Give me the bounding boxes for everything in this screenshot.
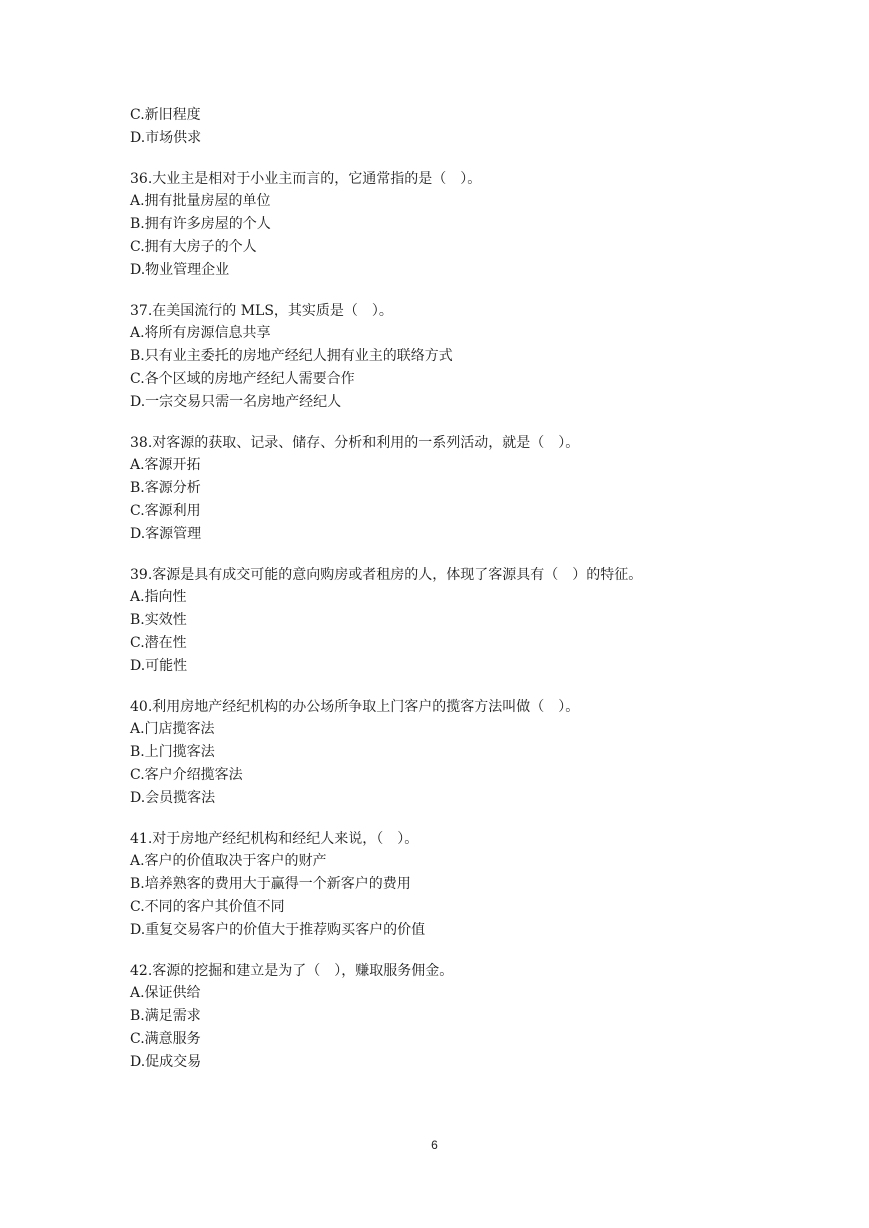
option: C.满意服务 — [130, 1030, 201, 1047]
question-40 — [130, 696, 750, 810]
option: B.上门揽客法 — [130, 744, 215, 761]
question-36 — [130, 168, 750, 282]
option: A.保证供给 — [130, 985, 201, 1002]
option: A.拥有批量房屋的单位 — [130, 193, 271, 210]
question-37 — [130, 300, 750, 414]
question-stem: 39.客源是具有成交可能的意向购房或者租房的人，体现了客源具有（ ）的特征。 — [130, 566, 643, 583]
option: B.只有业主委托的房地产经纪人拥有业主的联络方式 — [130, 348, 453, 365]
option: A.客源开拓 — [130, 457, 201, 474]
question-42 — [130, 960, 750, 1074]
document-body — [130, 104, 750, 1073]
option: A.门店揽客法 — [130, 721, 215, 738]
option: D.市场供求 — [130, 129, 202, 146]
question-stem: 36.大业主是相对于小业主而言的，它通常指的是（ ）。 — [130, 170, 482, 187]
option: A.将所有房源信息共享 — [130, 325, 271, 342]
option: C.客源利用 — [130, 502, 201, 519]
option: D.促成交易 — [130, 1053, 202, 1070]
question-stem: 40.利用房地产经纪机构的办公场所争取上门客户的揽客方法叫做（ ）。 — [130, 698, 580, 715]
continuation-block — [130, 104, 750, 150]
option: C.潜在性 — [130, 634, 187, 651]
option: B.培养熟客的费用大于赢得一个新客户的费用 — [130, 876, 411, 893]
option: A.指向性 — [130, 589, 187, 606]
option: C.新旧程度 — [130, 107, 201, 123]
option: B.满足需求 — [130, 1008, 201, 1025]
question-stem: 37.在美国流行的 MLS，其实质是（ ）。 — [130, 302, 393, 319]
option: B.实效性 — [130, 612, 187, 629]
question-41 — [130, 828, 750, 942]
question-stem: 38.对客源的获取、记录、储存、分析和利用的一系列活动，就是（ ）。 — [130, 434, 580, 451]
option: D.会员揽客法 — [130, 789, 216, 806]
option: D.客源管理 — [130, 525, 202, 542]
option: D.重复交易客户的价值大于推荐购买客户的价值 — [130, 921, 426, 938]
question-stem: 42.客源的挖掘和建立是为了（ ），赚取服务佣金。 — [130, 962, 454, 979]
option: C.不同的客户其价值不同 — [130, 898, 285, 915]
option: B.客源分析 — [130, 480, 201, 497]
option: C.各个区域的房地产经纪人需要合作 — [130, 370, 355, 387]
option: C.拥有大房子的个人 — [130, 238, 257, 255]
option: A.客户的价值取决于客户的财产 — [130, 853, 327, 870]
option: D.一宗交易只需一名房地产经纪人 — [130, 393, 342, 410]
question-39 — [130, 564, 750, 678]
option: D.物业管理企业 — [130, 261, 230, 278]
page-number: 6 — [431, 1138, 438, 1152]
question-stem: 41.对于房地产经纪机构和经纪人来说，（ ）。 — [130, 830, 419, 847]
option: C.客户介绍揽客法 — [130, 766, 243, 783]
option: D.可能性 — [130, 657, 188, 674]
option: B.拥有许多房屋的个人 — [130, 216, 271, 233]
question-38 — [130, 432, 750, 546]
